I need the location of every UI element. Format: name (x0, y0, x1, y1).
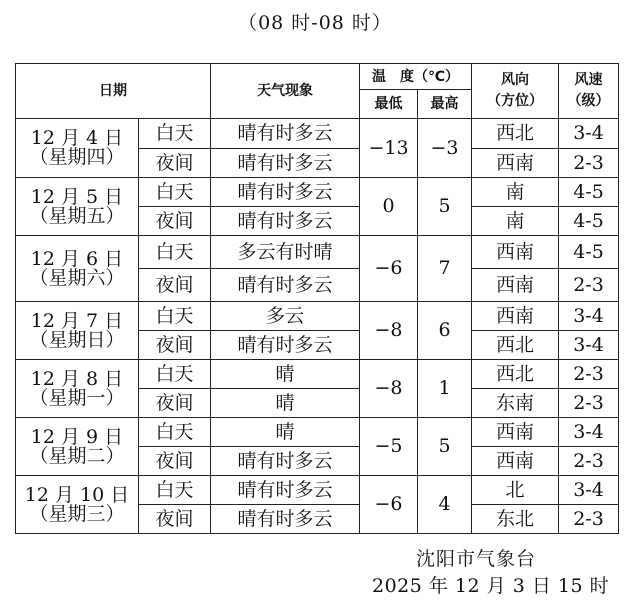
period-label: 白天 (139, 236, 211, 269)
temp-min-cell: −6 (360, 236, 418, 302)
wind-speed-cell: 2-3 (559, 149, 619, 178)
temp-max-cell: 5 (418, 178, 472, 236)
period-label: 夜间 (139, 389, 211, 418)
weather-cell: 多云 (211, 302, 360, 331)
temp-min-cell: −6 (360, 476, 418, 534)
wind-speed-cell: 3-4 (559, 119, 619, 149)
wind-speed-cell: 4-5 (559, 236, 619, 269)
wind-speed-cell: 4-5 (559, 178, 619, 207)
date-label: 12 月 4 日 (30, 127, 124, 149)
period-label: 夜间 (139, 207, 211, 236)
temp-max-cell: 5 (418, 418, 472, 476)
date-cell (16, 236, 139, 302)
weather-cell: 晴有时多云 (211, 178, 360, 207)
temp-max-cell: 1 (418, 360, 472, 418)
period-label: 白天 (139, 418, 211, 447)
wind-speed-cell: 2-3 (559, 505, 619, 534)
weekday-label: （星期五） (29, 204, 125, 227)
weather-cell: 晴 (211, 360, 360, 389)
weather-cell: 晴 (211, 389, 360, 418)
temp-min-cell: −5 (360, 418, 418, 476)
table-row (16, 360, 619, 389)
wind-direction-cell: 西北 (472, 119, 559, 149)
wind-speed-cell: 2-3 (559, 389, 619, 418)
table-row (16, 302, 619, 331)
wind-direction-cell: 西南 (472, 302, 559, 331)
weekday-label: （星期日） (29, 328, 125, 351)
period-label: 白天 (139, 178, 211, 207)
weather-cell: 晴有时多云 (211, 269, 360, 302)
header-wind-speed-line1: 风速 (574, 72, 603, 88)
header-date: 日期 (16, 64, 211, 119)
weather-cell: 晴 (211, 418, 360, 447)
date-cell (16, 418, 139, 476)
wind-speed-cell: 3-4 (559, 302, 619, 331)
date-cell (16, 476, 139, 534)
table-row (16, 236, 619, 269)
wind-speed-cell: 4-5 (559, 207, 619, 236)
wind-speed-cell: 2-3 (559, 447, 619, 476)
weather-cell: 晴有时多云 (211, 149, 360, 178)
wind-direction-cell: 西北 (472, 360, 559, 389)
weather-cell: 晴有时多云 (211, 207, 360, 236)
weather-cell: 晴有时多云 (211, 119, 360, 149)
weather-cell: 晴有时多云 (211, 505, 360, 534)
wind-speed-cell: 2-3 (559, 269, 619, 302)
period-label: 夜间 (139, 447, 211, 476)
header-wind-direction-line2: （方位） (487, 93, 543, 109)
header-temp-max: 最高 (418, 90, 472, 119)
header-wind-direction (472, 64, 559, 119)
issued-time-label: 2025 年 12 月 3 日 15 时 (372, 575, 610, 597)
period-label: 夜间 (139, 505, 211, 534)
weather-cell: 多云有时晴 (211, 236, 360, 269)
header-wind-direction-line1: 风向 (501, 72, 529, 88)
header-wind-speed-line2: （级） (567, 93, 610, 109)
date-label: 12 月 10 日 (24, 483, 130, 506)
wind-direction-cell: 北 (472, 476, 559, 505)
date-cell (16, 178, 139, 236)
wind-speed-cell: 3-4 (559, 331, 619, 360)
temp-max-cell: 4 (418, 476, 472, 534)
header-weather: 天气现象 (211, 64, 360, 119)
temp-max-cell: 6 (418, 302, 472, 360)
table-row (16, 119, 619, 149)
temp-max-cell: −3 (418, 119, 472, 178)
temp-min-cell: −8 (360, 302, 418, 360)
weekday-label: （星期四） (29, 146, 125, 168)
period-label: 白天 (139, 476, 211, 505)
period-label: 白天 (139, 302, 211, 331)
date-label: 12 月 5 日 (30, 185, 124, 208)
date-cell (16, 302, 139, 360)
forecast-period-subtitle: （08 时-08 时） (238, 12, 392, 34)
issuer-label: 沈阳市气象台 (416, 548, 537, 570)
period-label: 夜间 (139, 331, 211, 360)
table-row (16, 418, 619, 447)
weather-cell: 晴有时多云 (211, 331, 360, 360)
date-label: 12 月 7 日 (30, 309, 124, 332)
weather-cell: 晴有时多云 (211, 476, 360, 505)
weather-forecast-table (15, 63, 619, 534)
temp-max-cell: 7 (418, 236, 472, 302)
temp-min-cell: −8 (360, 360, 418, 418)
temp-min-cell: 0 (360, 178, 418, 236)
header-temp-min: 最低 (360, 90, 418, 119)
wind-direction-cell: 西南 (472, 418, 559, 447)
header-temperature: 温 度（℃） (360, 64, 472, 90)
wind-direction-cell: 西南 (472, 236, 559, 269)
wind-speed-cell: 3-4 (559, 476, 619, 505)
wind-direction-cell: 西北 (472, 331, 559, 360)
table-row (16, 178, 619, 207)
wind-direction-cell: 西南 (472, 149, 559, 178)
weekday-label: （星期六） (29, 266, 125, 289)
weekday-label: （星期三） (29, 502, 125, 525)
temp-min-cell: −13 (360, 119, 418, 178)
period-label: 夜间 (139, 149, 211, 178)
period-label: 白天 (139, 360, 211, 389)
header-wind-speed (559, 64, 619, 119)
weekday-label: （星期二） (29, 444, 125, 467)
weather-cell: 晴有时多云 (211, 447, 360, 476)
table-row (16, 476, 619, 505)
wind-speed-cell: 2-3 (559, 360, 619, 389)
date-label: 12 月 6 日 (30, 247, 124, 270)
period-label: 白天 (139, 119, 211, 149)
wind-direction-cell: 南 (472, 207, 559, 236)
wind-direction-cell: 东北 (472, 505, 559, 534)
wind-direction-cell: 南 (472, 178, 559, 207)
period-label: 夜间 (139, 269, 211, 302)
wind-speed-cell: 3-4 (559, 418, 619, 447)
wind-direction-cell: 西南 (472, 269, 559, 302)
date-label: 12 月 9 日 (30, 425, 124, 448)
date-cell (16, 119, 139, 178)
date-label: 12 月 8 日 (30, 367, 124, 390)
wind-direction-cell: 东南 (472, 389, 559, 418)
wind-direction-cell: 西南 (472, 447, 559, 476)
weekday-label: （星期一） (29, 386, 125, 409)
date-cell (16, 360, 139, 418)
